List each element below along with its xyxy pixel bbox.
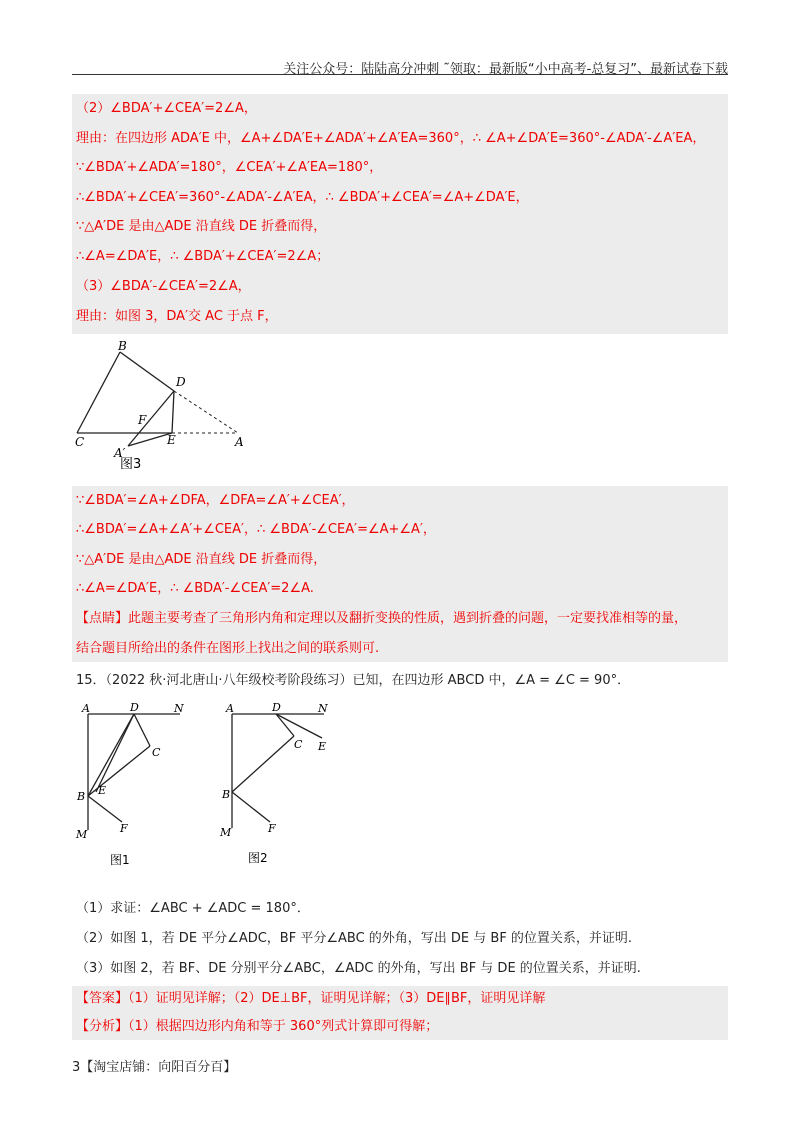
fig1-caption: 图1: [110, 853, 130, 867]
fig3-label-A: A: [235, 435, 244, 449]
fig3-label-C: C: [75, 435, 85, 449]
solution-line: ∴∠A=∠DA′E，∴ ∠BDA′+∠CEA′=2∠A；: [76, 249, 330, 264]
comment-line: 结合题目所给出的条件在图形上找出之间的联系则可.: [76, 641, 380, 656]
figure-1: [72, 698, 202, 868]
fig1-label-N: N: [174, 702, 184, 715]
solution-line: 理由：如图 3，DA′交 AC 于点 F，: [76, 309, 278, 324]
figure-2: [214, 698, 344, 868]
fig1-label-E: E: [98, 784, 107, 797]
question-1: （1）求证：∠ABC + ∠ADC = 180°．: [76, 901, 310, 916]
solution-line: ∵△A′DE 是由△ADE 沿直线 DE 折叠而得，: [76, 552, 327, 567]
fig2-label-M: M: [220, 826, 232, 839]
fig3-label-E: E: [167, 433, 176, 447]
solution-line: 理由：在四边形 ADA′E 中，∠A+∠DA′E+∠ADA′+∠A′EA=360°，∴ ∠A+∠DA′E=360°-∠ADA′-∠A′EA，: [76, 131, 706, 146]
fig3-label-A-prime: A′: [114, 446, 126, 460]
analysis-line: 【分析】（1）根据四边形内角和等于 360°列式计算即可得解；: [76, 1019, 439, 1034]
fig2-label-N: N: [318, 702, 328, 715]
fig2-label-E: E: [318, 740, 327, 753]
solution-line: （3）∠BDA′-∠CEA′=2∠A，: [76, 279, 251, 294]
fig2-label-A: A: [226, 702, 234, 715]
fig1-label-D: D: [130, 701, 139, 714]
solution-line: ∵∠BDA′=∠A+∠DFA，∠DFA=∠A′+∠CEA′，: [76, 493, 355, 508]
solution-line: ∵∠BDA′+∠ADA′=180°，∠CEA′+∠A′EA=180°，: [76, 160, 383, 175]
page-header: 关注公众号：陆陆高分冲刺 ˜领取：最新版“小中高考-总复习”、最新试卷下载: [283, 62, 728, 77]
problem-stem: 15．（2022 秋·河北唐山·八年级校考阶段练习）已知，在四边形 ABCD 中，∠A = ∠C = 90°．: [76, 673, 631, 688]
question-3: （3）如图 2，若 BF、DE 分别平分∠ABC，∠ADC 的外角，写出 BF 与 DE 的位置关系，并证明.: [76, 961, 641, 976]
fig2-label-D: D: [272, 701, 281, 714]
fig1-label-F: F: [120, 822, 128, 835]
fig1-label-M: M: [76, 828, 88, 841]
fig2-label-B: B: [222, 788, 231, 801]
fig1-label-A: A: [82, 702, 90, 715]
header-divider: [72, 74, 728, 75]
fig2-label-F: F: [268, 822, 276, 835]
fig3-label-D: D: [176, 375, 186, 389]
fig1-label-B: B: [77, 790, 86, 803]
fig2-caption: 图2: [248, 851, 268, 865]
fig3-label-B: B: [118, 340, 127, 353]
solution-line: ∴∠BDA′=∠A+∠A′+∠CEA′，∴ ∠BDA′-∠CEA′=∠A+∠A′，: [76, 522, 436, 537]
solution-line: （2）∠BDA′+∠CEA′=2∠A，: [76, 101, 257, 116]
solution-line: ∵△A′DE 是由△ADE 沿直线 DE 折叠而得，: [76, 219, 327, 234]
question-2: （2）如图 1，若 DE 平分∠ADC，BF 平分∠ABC 的外角，写出 DE 与 BF 的位置关系，并证明.: [76, 931, 633, 946]
fig3-label-F: F: [138, 413, 147, 427]
solution-block-bottom: [72, 486, 728, 662]
fig1-label-C: C: [152, 746, 161, 759]
page-footer: 3【淘宝店铺：向阳百分百】: [72, 1060, 237, 1075]
solution-line: ∴∠A=∠DA′E，∴ ∠BDA′-∠CEA′=2∠A.: [76, 581, 314, 596]
fig3-caption: 图3: [120, 457, 142, 472]
answer-line: 【答案】（1）证明见详解；（2）DE⊥BF，证明见详解；（3）DE∥BF，证明见详解: [76, 991, 546, 1006]
solution-line: ∴∠BDA′+∠CEA′=360°-∠ADA′-∠A′EA，∴ ∠BDA′+∠CEA′=∠A+∠DA′E，: [76, 190, 529, 205]
comment-line: 【点睛】此题主要考查了三角形内角和定理以及翻折变换的性质，遇到折叠的问题，一定要找准相等的量，: [76, 611, 688, 626]
fig2-label-C: C: [294, 738, 303, 751]
figure-3: [72, 340, 244, 472]
